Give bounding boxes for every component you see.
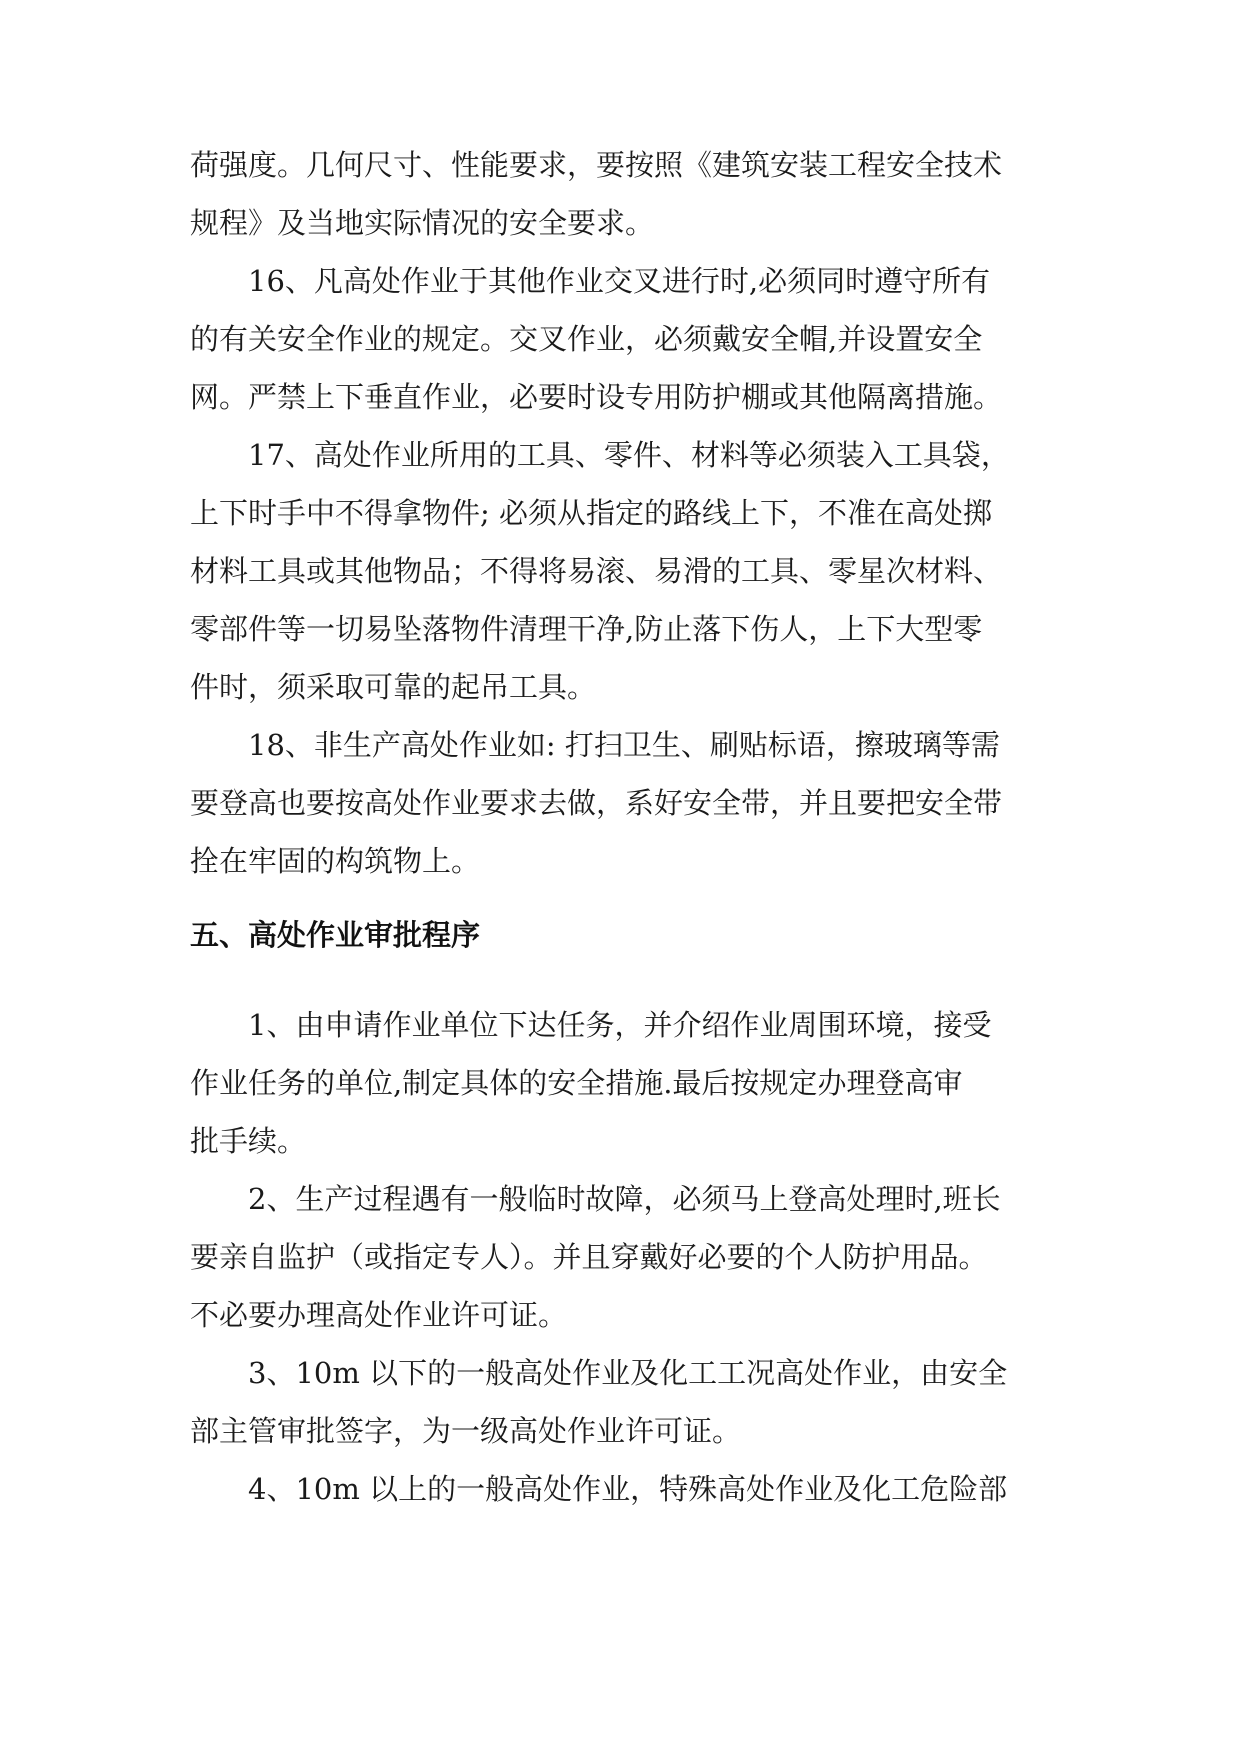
text-line: 网。严禁上下垂直作业，必要时设专用防护棚或其他隔离措施。 [190, 380, 1003, 414]
paragraph-item-17 [190, 426, 1060, 716]
paragraph-item-18 [190, 716, 1060, 890]
paragraph-step-3 [190, 1344, 1060, 1460]
text-line: 4、10m 以上的一般高处作业，特殊高处作业及化工危险部 [190, 1472, 1008, 1506]
text-line: 1、由申请作业单位下达任务，并介绍作业周围环境，接受 [190, 1008, 992, 1042]
paragraph-step-1 [190, 996, 1060, 1170]
text-line: 16、凡高处作业于其他作业交叉进行时,必须同时遵守所有 [190, 264, 991, 298]
text-line: 不必要办理高处作业许可证。 [190, 1298, 568, 1332]
text-line: 零部件等一切易坠落物件清理干净,防止落下伤人，上下大型零 [190, 612, 983, 646]
text-line: 批手续。 [190, 1124, 307, 1158]
text-line: 作业任务的单位,制定具体的安全措施.最后按规定办理登高审 [190, 1066, 963, 1100]
paragraph-step-4 [190, 1460, 1060, 1518]
text-line: 要登高也要按高处作业要求去做，系好安全带，并且要把安全带 [190, 786, 1003, 820]
text-line: 荷强度。几何尺寸、性能要求，要按照《建筑安装工程安全技术 [190, 148, 1003, 182]
paragraph-item-16 [190, 252, 1060, 426]
text-line: 18、非生产高处作业如: 打扫卫生、刷贴标语，擦玻璃等需 [190, 728, 1000, 762]
text-line: 部主管审批签字，为一级高处作业许可证。 [190, 1414, 742, 1448]
text-line: 上下时手中不得拿物件; 必须从指定的路线上下，不准在高处掷 [190, 496, 992, 530]
text-line: 材料工具或其他物品；不得将易滚、易滑的工具、零星次材料、 [190, 554, 1003, 588]
text-line: 3、10m 以下的一般高处作业及化工工况高处作业，由安全 [190, 1356, 1008, 1390]
text-line: 的有关安全作业的规定。交叉作业，必须戴安全帽,并设置安全 [190, 322, 983, 356]
text-line: 2、生产过程遇有一般临时故障，必须马上登高处理时,班长 [190, 1182, 1001, 1216]
paragraph-continuation [190, 136, 1060, 252]
text-line: 件时，须采取可靠的起吊工具。 [190, 670, 597, 704]
text-line: 17、高处作业所用的工具、零件、材料等必须装入工具袋， [190, 438, 1010, 472]
text-line: 拴在牢固的构筑物上。 [190, 844, 481, 878]
text-line: 要亲自监护（或指定专人）。并且穿戴好必要的个人防护用品。 [190, 1240, 988, 1274]
text-line: 规程》及当地实际情况的安全要求。 [190, 206, 655, 240]
section-heading: 五、高处作业审批程序 [190, 918, 481, 952]
paragraph-step-2 [190, 1170, 1060, 1344]
